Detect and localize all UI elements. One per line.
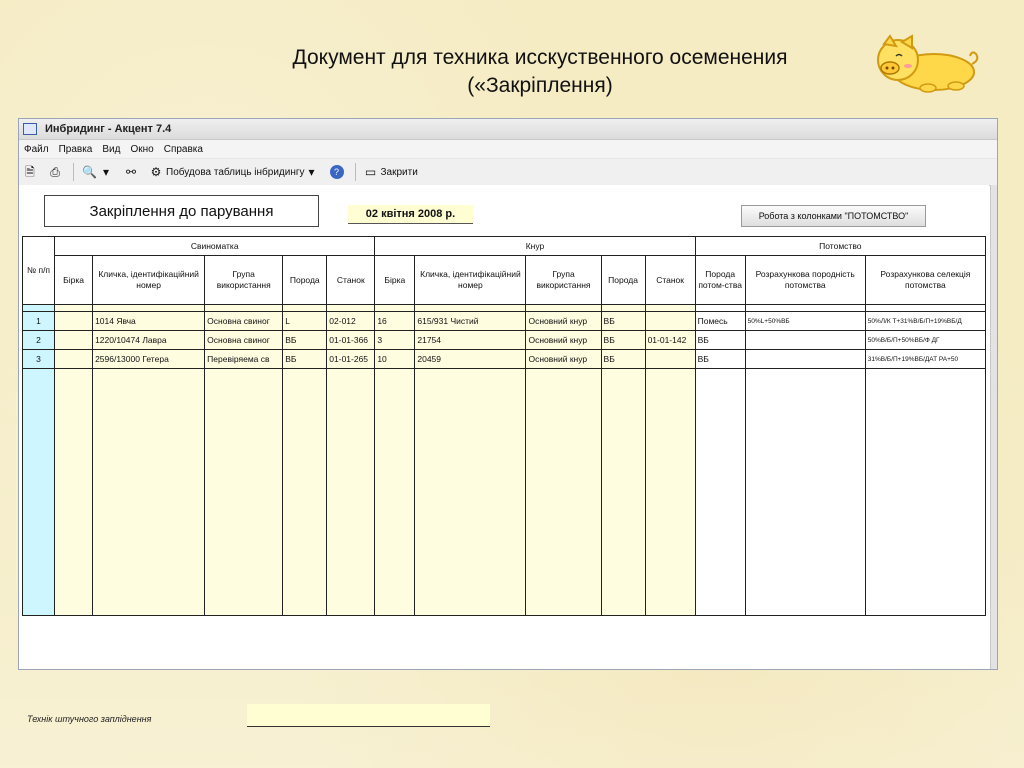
menu-view[interactable]: Вид (102, 143, 121, 155)
gear-icon: ⚙ (150, 165, 162, 179)
binoculars-icon: ⚯ (125, 165, 137, 179)
boar-breed-cell[interactable]: ВБ (601, 312, 645, 331)
boar-name-cell[interactable]: 20459 (415, 350, 526, 369)
row-number: 3 (23, 350, 55, 369)
boar-pen-cell[interactable] (645, 312, 695, 331)
table-spacer-row (23, 305, 986, 312)
slide-title (190, 44, 890, 100)
menu-bar (19, 140, 997, 158)
sow-name-cell[interactable]: 1220/10474 Лавра (93, 331, 205, 350)
app-window-icon (23, 123, 37, 135)
offspring-selection-cell[interactable]: 50%В/Б/П+50%ВБ/Ф ДГ (865, 331, 985, 350)
slide-title-line2: («Закріплення) (467, 74, 613, 97)
sow-tag-cell[interactable] (55, 312, 93, 331)
table-row[interactable] (23, 331, 986, 350)
boar-group-header-col: Група використання (526, 256, 601, 305)
assignment-table (22, 236, 986, 616)
offspring-columns-button[interactable]: Робота з колонками "ПОТОМСТВО" (741, 205, 926, 227)
close-icon: ▭ (364, 165, 377, 179)
offspring-calc-breed-cell[interactable]: 50%L+50%ВБ (745, 312, 865, 331)
sow-tag-cell[interactable] (55, 331, 93, 350)
sow-group-cell[interactable]: Перевіряема св (205, 350, 283, 369)
boar-tag-cell[interactable]: 10 (375, 350, 415, 369)
table-group-header (23, 237, 986, 256)
boar-breed-header: Порода (601, 256, 645, 305)
close-button[interactable] (364, 165, 418, 179)
close-label: Закрити (380, 166, 418, 178)
sow-name-cell[interactable]: 1014 Явча (93, 312, 205, 331)
help-icon: ? (330, 165, 344, 179)
offspring-group-header: Потомство (695, 237, 985, 256)
pig-illustration (868, 34, 980, 94)
num-header: № п/п (23, 237, 55, 305)
table-row[interactable] (23, 350, 986, 369)
offspring-calc-breed-cell[interactable] (745, 331, 865, 350)
boar-group-cell[interactable]: Основний кнур (526, 331, 601, 350)
date-field[interactable]: 02 квітня 2008 р. (348, 205, 473, 224)
sow-name-cell[interactable]: 2596/13000 Гетера (93, 350, 205, 369)
sow-breed-cell[interactable]: L (283, 312, 327, 331)
menu-file[interactable]: Файл (24, 143, 49, 155)
dropdown-arrow-icon: ▾ (308, 165, 315, 179)
offspring-selection-cell[interactable]: 31%В/Б/П+19%ВБ/ДАТ РА+50 (865, 350, 985, 369)
find-button[interactable] (124, 165, 141, 179)
sow-group-cell[interactable]: Основна свиног (205, 331, 283, 350)
offspring-selection-cell[interactable]: 50%Л/К Т+31%В/Б/П+19%ВБ/Д (865, 312, 985, 331)
boar-name-cell[interactable]: 21754 (415, 331, 526, 350)
build-tables-label: Побудова таблиць інбридингу (166, 166, 305, 178)
technician-signature-field[interactable] (247, 704, 490, 727)
vertical-scrollbar[interactable] (990, 185, 997, 669)
boar-breed-cell[interactable]: ВБ (601, 350, 645, 369)
slide-title-line1: Документ для техника исскуственного осеменения (292, 46, 788, 69)
sow-breed-cell[interactable]: ВБ (283, 331, 327, 350)
table-empty-area (23, 369, 986, 616)
sow-tag-cell[interactable] (55, 350, 93, 369)
window-title: Инбридинг - Акцент 7.4 (45, 123, 172, 135)
printer-icon: ⎙ (50, 165, 60, 179)
sow-pen-header: Станок (327, 256, 375, 305)
table-row[interactable] (23, 312, 986, 331)
offspring-calc-breed-header: Розрахункова породність потомства (745, 256, 865, 305)
offspring-breed-cell[interactable]: Помесь (695, 312, 745, 331)
technician-label: Технік штучного запліднення (27, 714, 152, 724)
magnifier-icon: 🔍 (82, 165, 97, 179)
boar-tag-cell[interactable]: 16 (375, 312, 415, 331)
menu-window[interactable]: Окно (130, 143, 154, 155)
menu-edit[interactable]: Правка (58, 143, 93, 155)
boar-pen-cell[interactable]: 01-01-142 (645, 331, 695, 350)
sow-group-cell[interactable]: Основна свиног (205, 312, 283, 331)
dropdown-arrow-icon: ▾ (102, 165, 110, 179)
table-column-header (23, 256, 986, 305)
boar-pen-cell[interactable] (645, 350, 695, 369)
offspring-breed-cell[interactable]: ВБ (695, 350, 745, 369)
toolbar (19, 158, 997, 186)
boar-group-cell[interactable]: Основний кнур (526, 312, 601, 331)
toolbar-separator (73, 163, 74, 181)
sow-breed-header: Порода (283, 256, 327, 305)
boar-tag-header: Бірка (375, 256, 415, 305)
help-button[interactable] (330, 165, 347, 179)
boar-name-cell[interactable]: 615/931 Чистий (415, 312, 526, 331)
offspring-breed-header: Порода потом-ства (695, 256, 745, 305)
sow-group-header: Свиноматка (55, 237, 375, 256)
offspring-breed-cell[interactable]: ВБ (695, 331, 745, 350)
window-titlebar (19, 119, 997, 140)
form-heading: Закріплення до парування (44, 195, 319, 227)
print-preview-icon: 🗎 (25, 165, 35, 179)
row-number: 1 (23, 312, 55, 331)
report-sheet (19, 185, 989, 724)
zoom-button[interactable] (82, 165, 116, 179)
sow-group-header-col: Група використання (205, 256, 283, 305)
boar-breed-cell[interactable]: ВБ (601, 331, 645, 350)
offspring-calc-breed-cell[interactable] (745, 350, 865, 369)
build-tables-button[interactable] (149, 165, 322, 179)
menu-help[interactable]: Справка (163, 143, 203, 155)
boar-pen-header: Станок (645, 256, 695, 305)
print-button[interactable] (48, 165, 65, 179)
sow-pen-cell[interactable]: 01-01-265 (327, 350, 375, 369)
boar-group-cell[interactable]: Основний кнур (526, 350, 601, 369)
sow-breed-cell[interactable]: ВБ (283, 350, 327, 369)
toolbar-separator (355, 163, 356, 181)
boar-name-header: Кличка, ідентифікаційний номер (415, 256, 526, 305)
print-preview-button[interactable] (23, 165, 40, 179)
boar-tag-cell[interactable]: 3 (375, 331, 415, 350)
app-window (18, 118, 998, 724)
sow-name-header: Кличка, ідентифікаційний номер (93, 256, 205, 305)
boar-group-header: Кнур (375, 237, 695, 256)
row-number: 2 (23, 331, 55, 350)
sow-tag-header: Бірка (55, 256, 93, 305)
offspring-selection-header: Розрахункова селекція потомства (865, 256, 985, 305)
sow-pen-cell[interactable]: 01-01-366 (327, 331, 375, 350)
sow-pen-cell[interactable]: 02-012 (327, 312, 375, 331)
